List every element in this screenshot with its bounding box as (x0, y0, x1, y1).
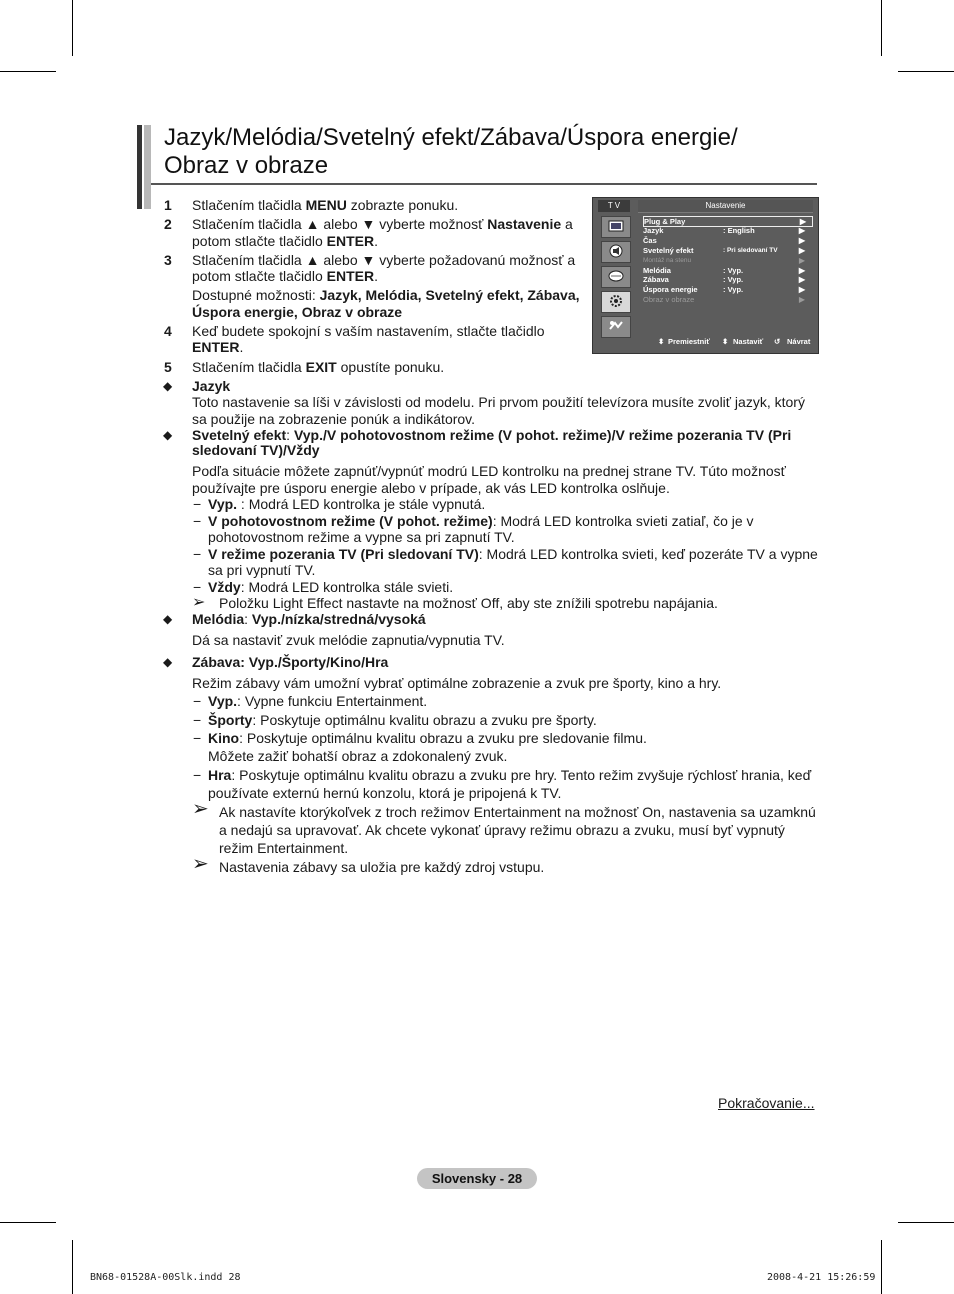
crop-mark (72, 0, 73, 56)
osd-row-zabava: Zábava : Vyp. ▶ (643, 275, 805, 284)
updown-icon: ⬍ (658, 337, 665, 346)
step-3-text-cont: potom stlačte tlačidlo ENTER. (192, 268, 378, 284)
step-4-text-cont: ENTER. (192, 339, 244, 355)
osd-foot-move: Premiestniť (668, 337, 710, 346)
enter-icon: ⬍ (722, 337, 729, 346)
zabava-note-1-cont: a nedajú sa upravovať. Ak chcete vykonať úpravy režimu obrazu a zvuku, musí byť vypnutý (219, 822, 785, 838)
zabava-opt-kino-cont: Môžete zažiť bohatší obraz a zdokonalený zvuk. (208, 748, 508, 764)
jazyk-text-cont: sa použije na zobrazenie ponúk a indikátorov. (192, 411, 476, 427)
step-4-text: Keď budete spokojní s vaším nastavením, stlačte tlačidlo (192, 323, 545, 339)
step-5-text: Stlačením tlačidla EXIT opustíte ponuku. (192, 359, 445, 375)
svetelny-opt-vzdy: Vždy: Modrá LED kontrolka stále svieti. (208, 579, 454, 595)
tv-osd-menu (592, 197, 819, 354)
print-slug-file: BN68-01528A-00Slk.indd 28 (90, 1272, 241, 1283)
note-arrow-icon: ➢ (192, 594, 206, 611)
page-title: Jazyk/Melódia/Svetelný efekt/Zábava/Úspora energie/ Obraz v obraze (164, 124, 738, 179)
svetelny-opt-tv: V režime pozerania TV (Pri sledovaní TV): Modrá LED kontrolka svieti, keď pozeráte TV a vypne (208, 546, 818, 562)
print-slug-date: 2008-4-21 15:26:59 (767, 1272, 876, 1283)
zabava-text: Režim zábavy vám umožní vybrať optimálne zobrazenie a zvuk pre športy, kino a hry. (192, 675, 722, 691)
page-number-badge: Slovensky - 28 (417, 1168, 537, 1189)
input-icon (601, 316, 631, 338)
osd-row-plug-play: Plug & Play ▶ (643, 216, 813, 227)
dash-bullet: − (193, 579, 202, 595)
zabava-opt-vyp: Vyp.: Vypne funkciu Entertainment. (208, 693, 428, 709)
osd-footer (638, 336, 818, 348)
osd-row-svetelny-efekt: Svetelný efekt : Pri sledovaní TV ▶ (643, 246, 805, 255)
osd-row-cas: Čas ▶ (643, 236, 805, 245)
osd-header: Nastavenie (638, 200, 813, 213)
zabava-opt-hra-cont: používate externú hernú konzolu, ktorá je pripojená k TV. (208, 785, 562, 801)
title-bar-decoration (137, 125, 151, 209)
osd-row-montaz: Montáž na stenu ▶ (643, 256, 805, 265)
osd-foot-set: Nastaviť (733, 337, 764, 346)
dash-bullet: − (193, 693, 202, 709)
step-1-text: Stlačením tlačidla MENU zobrazte ponuku. (192, 197, 459, 213)
crop-mark (898, 71, 954, 72)
section-head-svetelny-cont: sledovaní TV)/Vždy (192, 442, 320, 458)
step-number: 3 (164, 252, 172, 268)
jazyk-text: Toto nastavenie sa líši v závislosti od modelu. Pri prvom použití televízora musíte zvoliť jazyk, ktorý (192, 394, 805, 410)
dash-bullet: − (193, 513, 202, 529)
svetelny-opt-tv-cont: sa pri vypnutí TV. (208, 562, 316, 578)
zabava-opt-kino: Kino: Poskytuje optimálnu kvalitu obrazu a zvuku pre sledovanie filmu. (208, 730, 647, 746)
osd-row-jazyk: Jazyk : English ▶ (643, 226, 805, 235)
zabava-note-1: Ak nastavíte ktorýkoľvek z troch režimov Entertainment na možnosť On, nastavenia sa uzamknú (219, 804, 816, 820)
section-head-jazyk: Jazyk (192, 378, 231, 394)
melodia-text: Dá sa nastaviť zvuk melódie zapnutia/vypnutia TV. (192, 632, 505, 648)
sound-icon (601, 241, 631, 263)
svetelny-opt-pohot-cont: pohotovostnom režime a vypne sa pri zapnutí TV. (208, 529, 515, 545)
step-number: 2 (164, 216, 172, 232)
diamond-bullet-icon: ◆ (163, 428, 173, 442)
step-3-text: Stlačením tlačidla ▲ alebo ▼ vyberte požadovanú možnosť a (192, 252, 576, 268)
continue-link: Pokračovanie... (718, 1095, 815, 1111)
osd-row-melodia: Melódia : Vyp. ▶ (643, 266, 805, 275)
zabava-opt-sporty: Športy: Poskytuje optimálnu kvalitu obrazu a zvuku pre športy. (208, 712, 597, 728)
note-arrow-icon: ➢ (192, 798, 209, 820)
svetelny-text: Podľa situácie môžete zapnúť/vypnúť modrú LED kontrolku na prednej strane TV. Túto možnosť (192, 463, 786, 479)
step-2-text: Stlačením tlačidla ▲ alebo ▼ vyberte možnosť Nastavenie a (192, 216, 573, 232)
channel-icon (601, 266, 631, 288)
osd-sidebar (595, 214, 635, 344)
step-2-text-cont: potom stlačte tlačidlo ENTER. (192, 233, 378, 249)
dash-bullet: − (193, 496, 202, 512)
crop-mark (0, 1222, 56, 1223)
dash-bullet: − (193, 767, 202, 783)
osd-row-uspora: Úspora energie : Vyp. ▶ (643, 285, 805, 294)
osd-tab: T V (598, 200, 630, 212)
crop-mark (72, 1240, 73, 1294)
note-arrow-icon: ➢ (192, 853, 209, 875)
setup-gear-icon (601, 291, 631, 313)
diamond-bullet-icon: ◆ (163, 379, 173, 393)
svetelny-opt-pohot: V pohotovostnom režime (V pohot. režime): Modrá LED kontrolka svieti zatiaľ, čo je v (208, 513, 754, 529)
step-3-options-cont: Úspora energie, Obraz v obraze (192, 304, 403, 320)
zabava-note-1-cont2: režim Entertainment. (219, 840, 349, 856)
diamond-bullet-icon: ◆ (163, 655, 173, 669)
crop-mark (881, 0, 882, 56)
step-number: 5 (164, 359, 172, 375)
dash-bullet: − (193, 546, 202, 562)
dash-bullet: − (193, 730, 202, 746)
picture-icon (601, 216, 631, 238)
svetelny-note: Položku Light Effect nastavte na možnosť Off, aby ste znížili spotrebu napájania. (219, 595, 718, 611)
step-number: 1 (164, 197, 172, 213)
crop-mark (898, 1222, 954, 1223)
osd-row-pip: Obraz v obraze ▶ (643, 295, 805, 304)
osd-foot-back: Návrat (787, 337, 811, 346)
section-head-melodia: Melódia: Vyp./nízka/stredná/vysoká (192, 611, 426, 627)
svetelny-text-cont: používajte pre úsporu energie alebo v prípade, ak vás LED kontrolka oslňuje. (192, 480, 670, 496)
section-head-zabava: Zábava: Vyp./Športy/Kino/Hra (192, 654, 389, 670)
svetelny-opt-vyp: Vyp. : Modrá LED kontrolka je stále vypnutá. (208, 496, 486, 512)
zabava-opt-hra: Hra: Poskytuje optimálnu kvalitu obrazu a zvuku pre hry. Tento režim zvyšuje rýchlosť hrania, keď (208, 767, 812, 783)
title-rule (151, 183, 817, 185)
section-head-svetelny: Svetelný efekt: Vyp./V pohotovostnom režime (V pohot. režime)/V režime pozerania TV (Pri (192, 427, 792, 443)
step-number: 4 (164, 323, 172, 339)
crop-mark (881, 1240, 882, 1294)
zabava-note-2: Nastavenia zábavy sa uložia pre každý zdroj vstupu. (219, 859, 545, 875)
dash-bullet: − (193, 712, 202, 728)
crop-mark (0, 71, 56, 72)
return-icon: ↺ (774, 337, 781, 346)
diamond-bullet-icon: ◆ (163, 612, 173, 626)
step-3-options: Dostupné možnosti: Jazyk, Melódia, Svetelný efekt, Zábava, (192, 287, 580, 303)
